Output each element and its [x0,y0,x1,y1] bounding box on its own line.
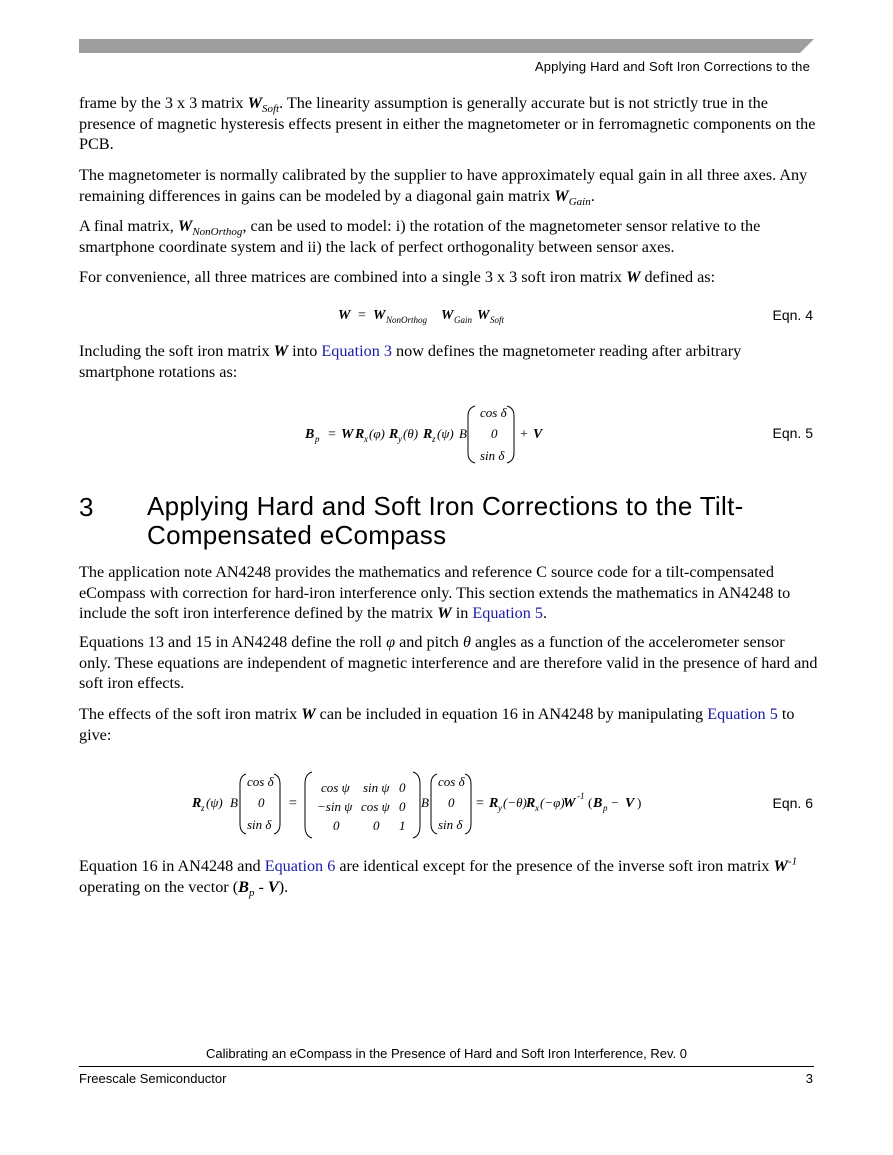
svg-text:(θ): (θ) [403,426,419,441]
svg-text:sin δ: sin δ [247,817,272,832]
svg-text:=: = [289,796,297,811]
svg-text:-1: -1 [577,791,585,801]
svg-text:W: W [477,308,490,323]
svg-text:sin ψ: sin ψ [363,780,390,795]
svg-text:0: 0 [333,818,340,833]
svg-text:=: = [476,796,484,811]
paragraph-soft-matrix: frame by the 3 x 3 matrix $W_{Soft}$. The linearity assumption is generally accurate but is not strictly true in the presence of magnetic hysteresis effects present in either the magnetometer or in ferromagnetic components on the PCB. [79,94,816,153]
svg-text:B: B [593,796,603,811]
svg-text:y: y [498,803,502,813]
svg-text:sin δ: sin δ [438,817,463,832]
paragraph-roll-pitch: Equations 13 and 15 in AN4248 define the roll φ and pitch θ angles as a function of the accelerometer sensor only. These equations are independent of magnetic interference and are therefore valid in the presence of hard and soft iron effects. [79,633,818,692]
svg-text:cos ψ: cos ψ [321,780,350,795]
paragraph-combined-matrix: For convenience, all three matrices are combined into a single 3 x 3 soft iron matrix W defined as: [79,268,716,286]
svg-text:−: − [608,795,622,810]
svg-text:sin δ: sin δ [480,448,505,463]
section-title: Applying Hard and Soft Iron Corrections to the Tilt-Compensated eCompass [147,491,744,550]
svg-text:p: p [315,434,320,444]
svg-text:R: R [192,796,202,811]
svg-text:(φ): (φ) [369,426,385,441]
svg-text:z: z [432,434,436,444]
svg-text:B: B [230,795,238,810]
svg-text:cos δ: cos δ [247,774,274,789]
paragraph-nonorthog-matrix: A final matrix, $W_{NonOrthog}$, can be used to model: i) the rotation of the magnetometer sensor relative to the smartphone coordinate system and ii) the lack of perfect orthogonality between sensor axes. [79,217,761,256]
svg-text:=: = [328,427,336,442]
svg-text:0: 0 [399,780,406,795]
footer-divider [79,1066,814,1067]
header-bar [79,39,814,53]
section-number: 3 [79,492,94,522]
svg-text:+: + [520,427,528,442]
svg-text:(ψ): (ψ) [437,426,454,441]
svg-text:1: 1 [399,818,406,833]
svg-text:Gain: Gain [454,315,472,325]
svg-text:=: = [358,308,366,323]
svg-text:0: 0 [373,818,380,833]
svg-text:R: R [355,427,365,442]
paragraph-manipulation: The effects of the soft iron matrix W can be included in equation 16 in AN4248 by manipulating Equation 5 to give: [79,705,795,744]
svg-text:W: W [338,308,351,323]
svg-text:W: W [341,427,354,442]
svg-text:p: p [603,803,608,813]
svg-text:y: y [398,434,402,444]
svg-text:cos δ: cos δ [480,405,507,420]
svg-text:0: 0 [448,795,455,810]
svg-text:x: x [535,803,539,813]
equation-3-link[interactable]: Equation 3 [321,342,392,360]
svg-text:z: z [201,803,205,813]
svg-text:R: R [526,796,536,811]
svg-text:0: 0 [399,799,406,814]
svg-text:V: V [625,796,635,811]
svg-text:B: B [421,795,429,810]
equation-4-number: Eqn. 4 [772,307,813,323]
paragraph-inverse-matrix: Equation 16 in AN4248 and Equation 6 are identical except for the presence of the inverse soft iron matrix $W^{-1}$ operating on the vector $(B_p - V)$. [79,855,798,899]
svg-text:cos δ: cos δ [438,774,465,789]
svg-text:R: R [389,427,399,442]
svg-text:(ψ): (ψ) [206,795,223,810]
paragraph-an4248-intro: The application note AN4248 provides the mathematics and reference C source code for a tilt-compensated eCompass with correction for hard-iron interference only. This section extends the mathematics in AN4248 to include the soft iron interference defined by the matrix W in Equation 5. [79,563,791,622]
paragraph-gain-matrix: The magnetometer is normally calibrated by the supplier to have approximately equal gain in all three axes. Any remaining differences in gains can be modeled by a diagonal gain matrix $W_{Gain}$. [79,166,808,208]
equation-5-link[interactable]: Equation 5 [707,705,778,723]
footer-company: Freescale Semiconductor [79,1071,227,1086]
svg-text:0: 0 [258,795,265,810]
svg-text:x: x [364,434,368,444]
equation-6 [185,766,675,840]
svg-text:Soft: Soft [490,315,505,325]
svg-text:(: ( [588,795,593,810]
equation-6-link[interactable]: Equation 6 [264,857,336,875]
svg-text:W: W [373,308,386,323]
equation-6-number: Eqn. 6 [772,795,813,811]
svg-text:): ) [637,795,642,810]
svg-text:B: B [305,427,315,442]
svg-text:V: V [533,427,543,442]
svg-text:(−θ): (−θ) [503,795,527,810]
svg-text:W: W [441,308,454,323]
svg-text:B: B [459,426,467,441]
svg-text:NonOrthog: NonOrthog [386,315,428,325]
svg-text:R: R [423,427,433,442]
equation-5-number: Eqn. 5 [772,425,813,441]
running-header: Applying Hard and Soft Iron Corrections to the [534,59,810,74]
equation-4 [330,302,530,328]
svg-text:(−φ): (−φ) [540,795,565,810]
svg-text:cos ψ: cos ψ [361,799,390,814]
footer-document-title: Calibrating an eCompass in the Presence of Hard and Soft Iron Interference, Rev. 0 [205,1046,688,1061]
equation-5-link[interactable]: Equation 5 [472,604,543,622]
svg-text:−sin ψ: −sin ψ [317,799,353,814]
svg-text:R: R [489,796,499,811]
page-number: 3 [805,1071,813,1086]
svg-text:W: W [563,796,576,811]
paragraph-equation-5-intro: Including the soft iron matrix W into Equation 3 now defines the magnetometer reading after arbitrary smartphone rotations as: [79,342,742,381]
svg-text:0: 0 [491,426,498,441]
equation-5 [300,398,560,468]
